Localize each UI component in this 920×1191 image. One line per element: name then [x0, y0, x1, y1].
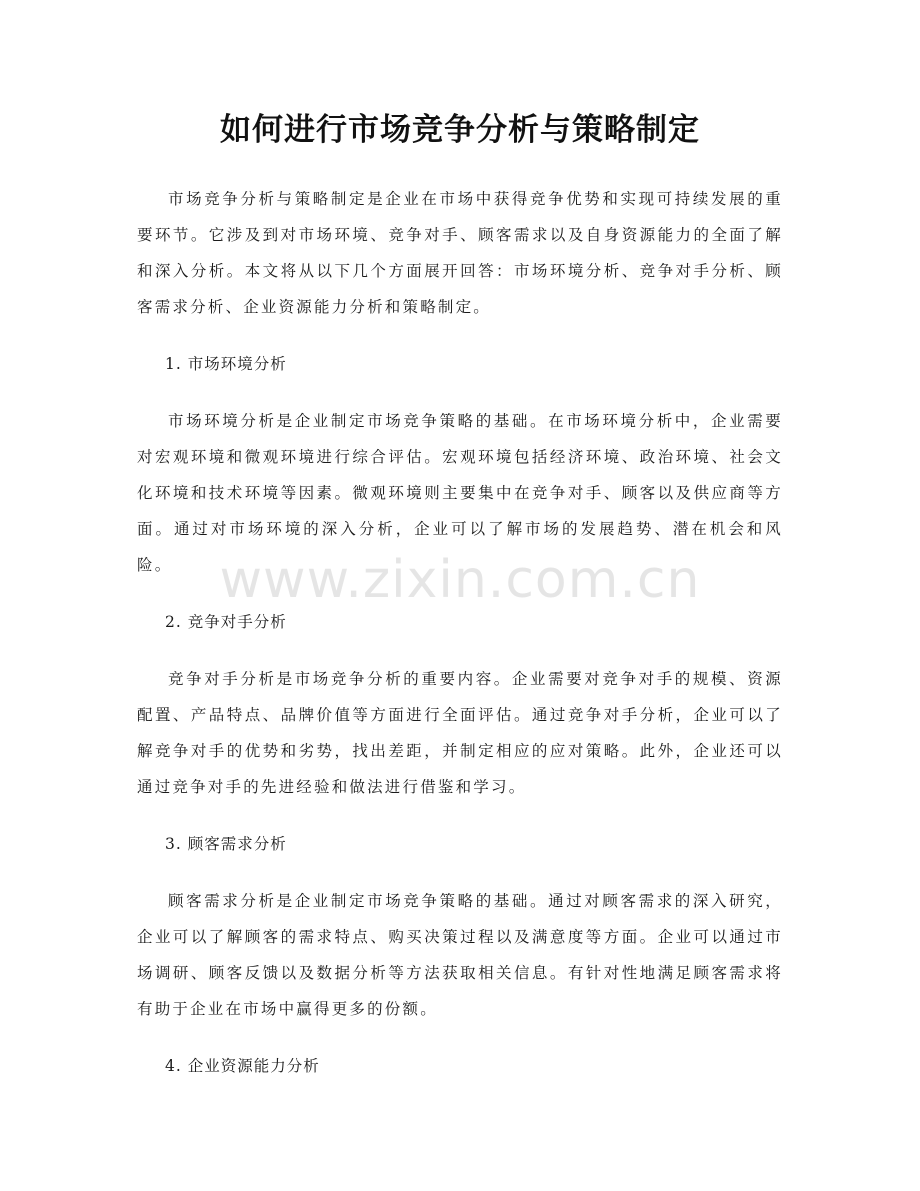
section-paragraph-3: 顾客需求分析是企业制定市场竞争策略的基础。通过对顾客需求的深入研究，企业可以了解顾客的需求特点、购买决策过程以及满意度等方面。企业可以通过市场调研、顾客反馈以及数据分析等方法获取相关信息。有针对性地满足顾客需求将有助于企业在市场中赢得更多的份额。 [137, 892, 783, 1018]
section-heading-3: 3. 顾客需求分析 [165, 835, 287, 853]
section-heading-1: 1. 市场环境分析 [165, 355, 287, 373]
watermark: www.zixin.com.cn [219, 550, 701, 610]
section-heading-4: 4. 企业资源能力分析 [165, 1057, 320, 1075]
document-body [137, 181, 783, 1084]
section-paragraph-1: 市场环境分析是企业制定市场竞争策略的基础。在市场环境分析中，企业需要对宏观环境和微观环境进行综合评估。宏观环境包括经济环境、政治环境、社会文化环境和技术环境等因素。微观环境则主要集中在竞争对手、顾客以及供应商等方面。通过对市场环境的深入分析，企业可以了解市场的发展趋势、潜在机会和风险。 [137, 412, 783, 574]
section-heading-2: 2. 竞争对手分析 [165, 613, 287, 631]
section-paragraph-2: 竞争对手分析是市场竞争分析的重要内容。企业需要对竞争对手的规模、资源配置、产品特点、品牌价值等方面进行全面评估。通过竞争对手分析，企业可以了解竞争对手的优势和劣势，找出差距，并制定相应的应对策略。此外，企业还可以通过竞争对手的先进经验和做法进行借鉴和学习。 [137, 670, 783, 796]
document-title: 如何进行市场竞争分析与策略制定 [220, 112, 700, 148]
intro-paragraph: 市场竞争分析与策略制定是企业在市场中获得竞争优势和实现可持续发展的重要环节。它涉及到对市场环境、竞争对手、顾客需求以及自身资源能力的全面了解和深入分析。本文将从以下几个方面展开回答：市场环境分析、竞争对手分析、顾客需求分析、企业资源能力分析和策略制定。 [137, 190, 783, 316]
